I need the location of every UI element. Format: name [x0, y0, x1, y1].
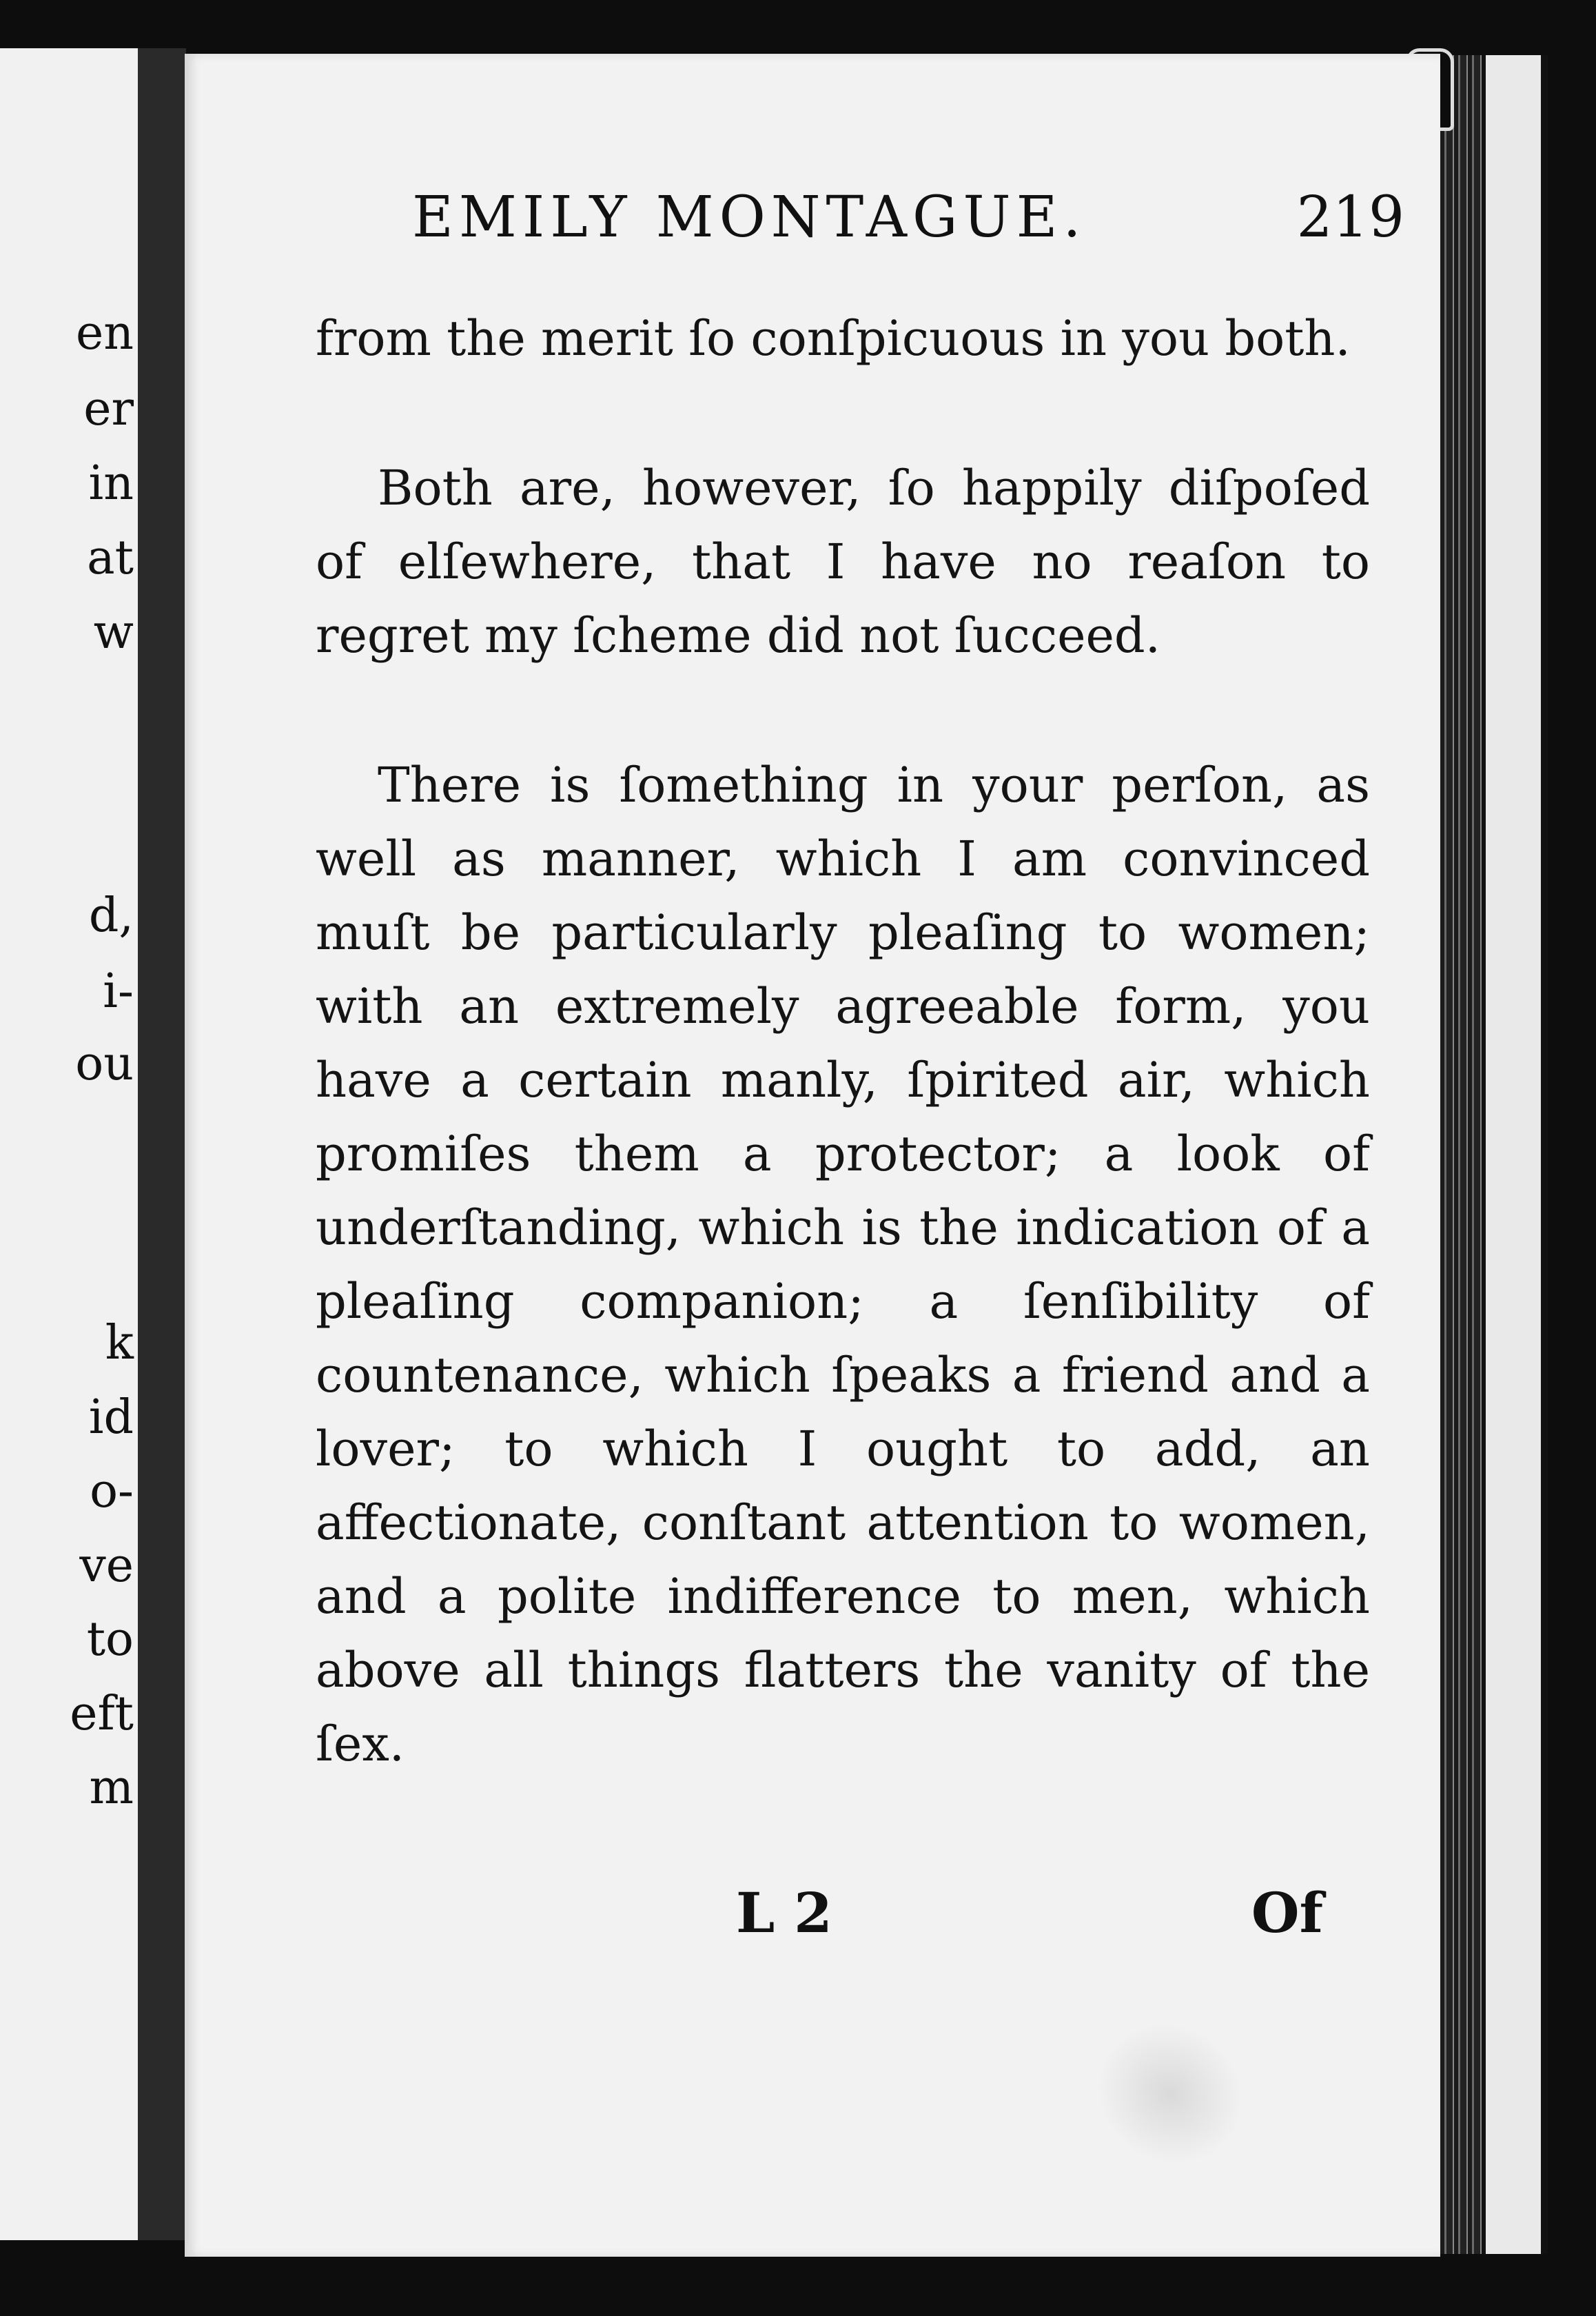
- paragraph: Both are, however, ſo happily diſpoſed of elſewhere, that I have no reaſon to regret my ſcheme did not ſucceed.: [316, 460, 1370, 664]
- facing-page-fragment: k: [105, 1316, 134, 1370]
- facing-page-fragment: ou: [75, 1037, 134, 1091]
- paragraph: from the merit ſo conſpicuous in you both.: [316, 310, 1351, 367]
- page-edges-light: [1482, 55, 1548, 2254]
- catchword: Of: [1251, 1880, 1323, 1945]
- facing-page-fragment: to: [86, 1612, 134, 1667]
- running-head: [412, 185, 1404, 267]
- page-number: 219: [1296, 185, 1404, 250]
- facing-page: [0, 48, 138, 2240]
- book-gutter: [138, 48, 186, 2240]
- facing-page-fragment: eft: [70, 1687, 134, 1741]
- running-title: EMILY MONTAGUE.: [412, 185, 1087, 250]
- facing-page-fragment: d,: [88, 888, 134, 943]
- text-block: [316, 302, 1370, 1857]
- page-footer: [185, 1880, 1440, 1963]
- signature-mark: L 2: [736, 1880, 832, 1945]
- facing-page-fragment: er: [83, 382, 134, 436]
- page-smudge: [1069, 1994, 1272, 2194]
- facing-page-fragment: m: [89, 1760, 134, 1815]
- facing-page-fragment: o-: [90, 1464, 134, 1518]
- facing-page-fragment: at: [87, 531, 134, 585]
- facing-page-fragment: en: [75, 306, 134, 360]
- facing-page-fragment: i-: [103, 964, 134, 1019]
- book-page: [185, 54, 1440, 2257]
- facing-page-fragment: in: [88, 456, 134, 511]
- facing-page-fragment: id: [88, 1390, 134, 1445]
- facing-page-fragment: w: [93, 605, 134, 660]
- paragraph: There is ſomething in your perſon, as well as manner, which I am convinced muſt be particularly pleaſing to women; with an extremely agreeable form, you have a certain manly, ſpirited air, which promiſes them a protector; a look of underſtanding, which is the indication of a pleaſing companion; a ſenſibility of countenance, which ſpeaks a friend and a lover; to which I ought to add, an affectionate, conſtant attention to women, and a polite indifference to men, which above all things flatters the vanity of the ſex.: [316, 757, 1370, 1772]
- facing-page-fragment: ve: [79, 1538, 134, 1593]
